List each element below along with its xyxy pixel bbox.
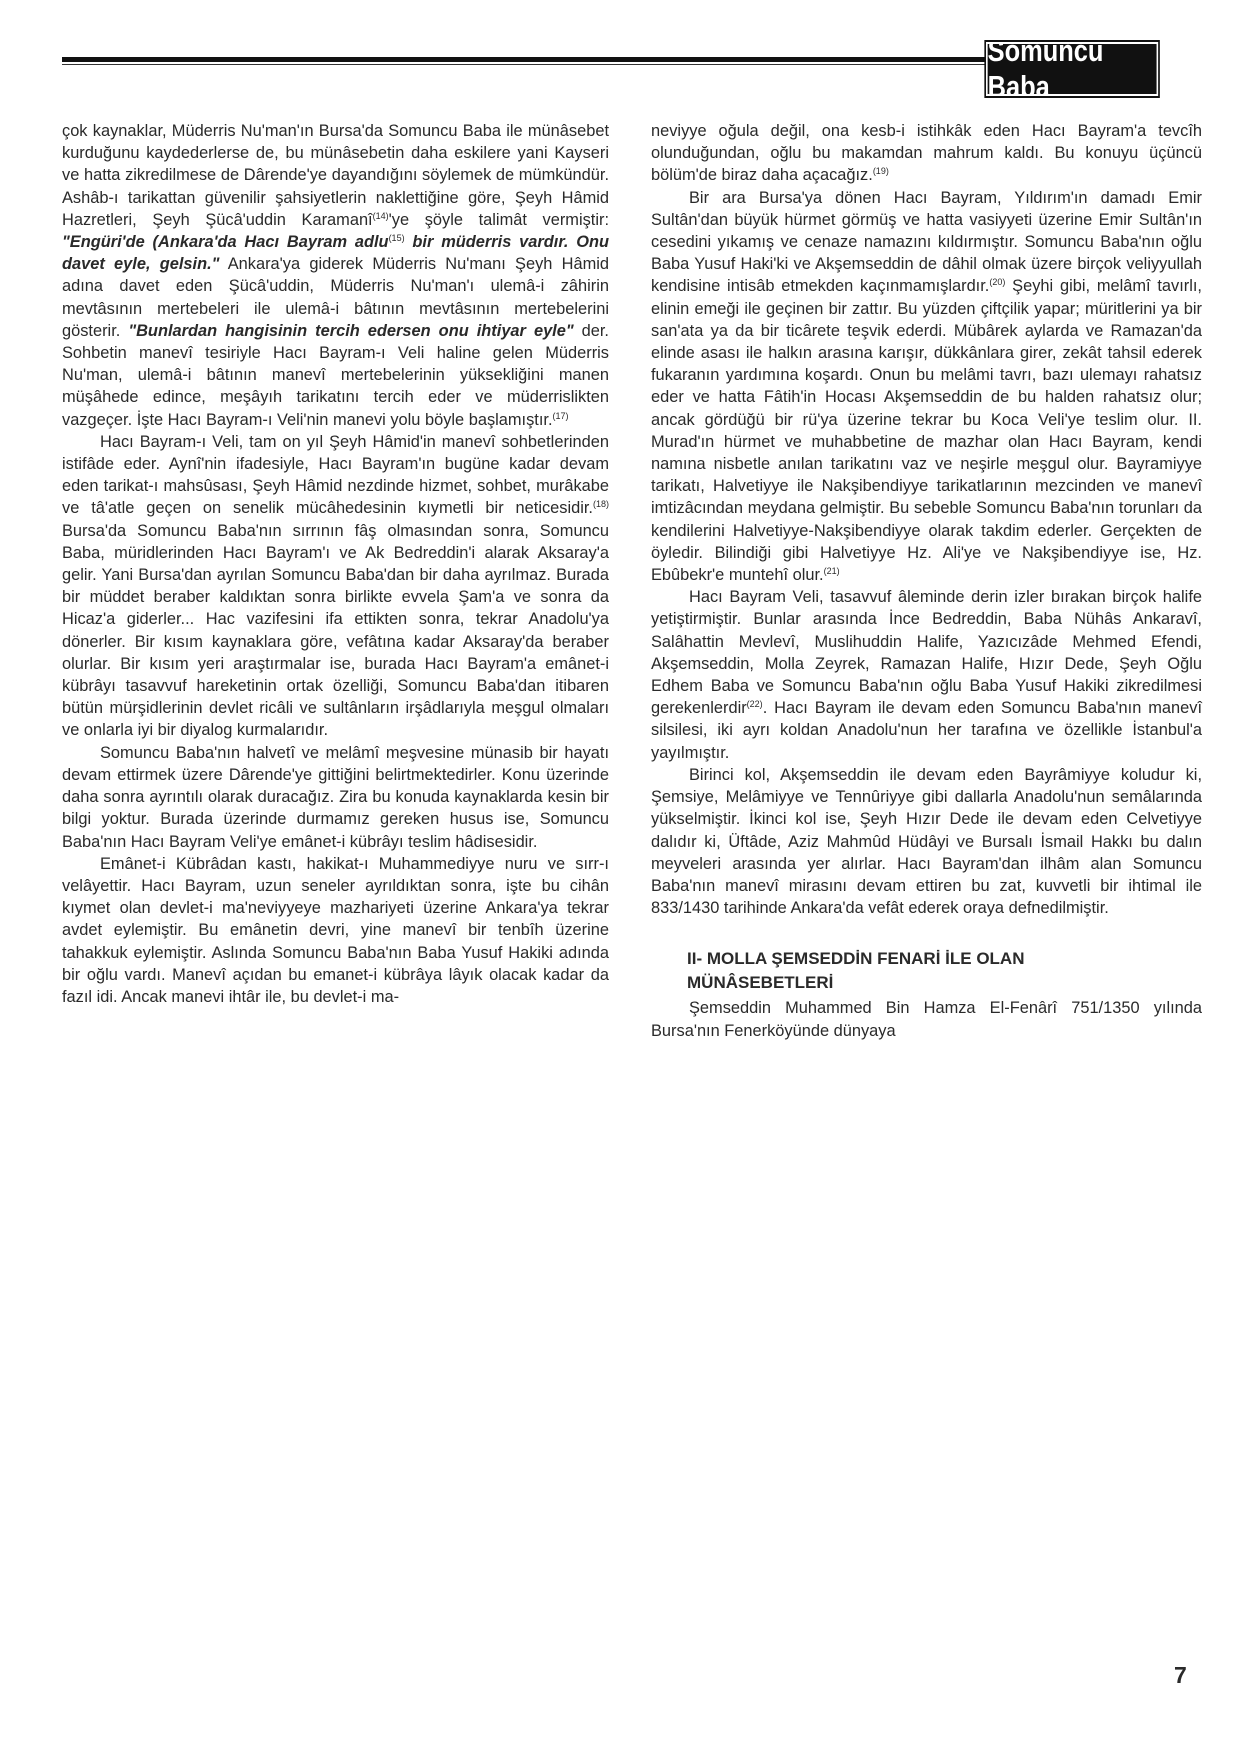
footnote-ref: (19) xyxy=(872,166,889,177)
section-heading-line-1: II- MOLLA ŞEMSEDDİN FENARİ İLE OLAN xyxy=(687,949,1025,969)
right-paragraph-4: Birinci kol, Akşemseddin ile devam eden Bayrâmiyye koludur ki, Şemsiye, Melâmiyye ve Tennûriyye gibi dallarla Anadolu'nun semâlarında yükselmiştir. İkinci kol ise, Şeyh Hızır Dede ile devam eden Celvetiyye dalıdır ki, Üftâde, Aziz Mahmûd Hüdâyi ve Bursalı İsmail Hakkı bu dalın meyveleri arasında yer alırlar. Hacı Bayram'dan ilhâm alan Somuncu Baba'nın manevî mirasını devam ettiren bu zat, kuvvetli bir ihtimal ile 833/1430 tarihinde Ankara'da vefât ederek oraya defnedilmiştir. xyxy=(651,765,1202,918)
footnote-ref: (21) xyxy=(823,566,840,577)
magazine-banner: Somuncu Baba xyxy=(986,42,1158,96)
left-paragraph-2: Hacı Bayram-ı Veli, tam on yıl Şeyh Hâmid'in manevî sohbetlerinden istifâde eder. Aynî'nin ifadesiyle, Hacı Bayram'ın bugüne kadar devam eden tarikat-ı mahsûsası, Şeyh Hâmid nezdinde hizmet, sohbet, murâkabe ve tâ'atle geçen on senelik mücâhedesinin kıymetli bir neticesidir.$^{(18)}$ Bursa'da Somuncu Baba'nın sırrının fâş olmasından sonra, Somuncu Baba, müridlerinden Hacı Bayram'ı ve Ak Bedreddin'i alarak Aksaray'a gelir. Yani Bursa'dan ayrılan Somuncu Baba'dan bir daha ayrılmaz. Burada bir müddet beraber kaldıktan sonra birlikte evvela Şam'a ve sonra da Hicaz'a giderler... Hac vazifesini ifa ettikten sonra, tekrar Anadolu'ya dönerler. Bir kısım kaynaklara göre, vefâtına kadar Aksaray'da beraber olurlar. Bir kısım yeri araştırmalar ise, burada Hacı Bayram'a emânet-i kübrâyı tasavvuf hareketinin ortak özelliği, Somuncu Baba'dan itibaren bütün mürşidlerinin devlet ricâli ve sultânların irşâdlarıyla meşgul olmaları ve onlarla iyi bir diyalog kurmalarıdır. xyxy=(62,432,609,740)
left-paragraph-1: çok kaynaklar, Müderris Nu'man'ın Bursa'da Somuncu Baba ile münâsebet kurduğunu kaydederlerse de, bu münâsebetin daha eskilere yani Kayseri ve hatta zikredilmese de Dârende'ye dayandığını söylemek de mümkündür. Ashâb-ı tarikattan güvenilir şahsiyetlerin naklettiğine göre, Şeyh Hâmid Hazretleri, Şeyh Şücâ'uddin Karamanî$^{(14)}$'ye şöyle talimât vermiştir: "Engüri'de (Ankara'da Hacı Bayram adlu$^{(15)}$ bir müderris vardır. Onu davet eyle, gelsin." Ankara'ya giderek Müderris Nu'manı Şeyh Hâmid adına davet eden Şücâ'uddin, Müderris Nu'man'ı ulemâ-i zâhirin mevtâsının mertebeleri ile ulemâ-i bâtının mevtâsının mertebelerini gösterir. "Bunlardan hangisinin tercih edersen onu ihtiyar eyle" der. Sohbetin manevî tesiriyle Hacı Bayram-ı Veli haline gelen Müderris Nu'man, ulemâ-i bâtının manevî mertebelerinin yüksekliğini manen müşâhede edince, meşâyıh tarikatını tercih eder ve müderrislikten vazgeçer. İşte Hacı Bayram-ı Veli'nin manevi yolu böyle başlamıştır.$^{(17)}$ xyxy=(62,122,609,429)
footnote-ref: (15) xyxy=(388,233,405,244)
page-number: 7 xyxy=(1174,1662,1187,1688)
left-paragraph-4: Emânet-i Kübrâdan kastı, hakikat-ı Muhammediyye nuru ve sırr-ı velâyettir. Hacı Bayram, uzun seneler ayrıldıktan sonra, işte bu cihân kıymet olan devlet-i ma'neviyyeye mazhariyeti üzerine Ankara'ya tekrar avdet eylemiştir. Bu emânetin devri, yine manevî bir tenbîh üzerine tahakkuk eylemiştir. Aslında Somuncu Baba'nın Baba Yusuf Hakiki adında bir oğlu vardı. Manevî açıdan bu emanet-i kübrâya lâyık olacak kadar da fazıl idi. Ancak manevi ihtâr ile, bu devlet-i ma- xyxy=(62,854,609,1006)
quote-1: "Engüri'de (Ankara'da Hacı Bayram adlu xyxy=(62,233,389,252)
left-column xyxy=(62,120,609,1008)
section-heading xyxy=(651,947,1202,995)
footnote-ref: (17) xyxy=(552,410,569,421)
right-paragraph-1: neviyye oğula değil, ona kesb-i istihkâk eden Hacı Bayram'a tevcîh olunduğundan, oğlu bu makamdan mahrum kaldı. Bu konuyu üçüncü bölüm'de biraz daha açacağız.$^{(19)}$ xyxy=(651,122,1202,185)
footnote-ref: (20) xyxy=(989,277,1006,288)
right-paragraph-5: Şemseddin Muhammed Bin Hamza El-Fenârî 751/1350 yılında Bursa'nın Fenerköyünde dünyaya xyxy=(651,999,1202,1040)
section-heading-line-2: MÜNÂSEBETLERİ xyxy=(687,973,834,993)
quote-1-end: bir müderris vardır. Onu davet eyle, gelsin." xyxy=(62,233,609,274)
right-paragraph-3: Hacı Bayram Veli, tasavvuf âleminde derin izler bırakan birçok halife yetiştirmiştir. Bunlar arasında İnce Bedreddin, Baba Nühâs Ankaravî, Salâhattin Mevlevî, Muslihuddin Halife, Yazıcızâde Mehmed Efendi, Akşemseddin, Molla Zeyrek, Ramazan Halife, Hızır Dede, Şeyh Oğlu Edhem Baba ve Somuncu Baba'nın oğlu Baba Yusuf Hakiki zikredilmesi gerekenlerdir$^{(22)}$. Hacı Bayram ile devam eden Somuncu Baba'nın manevî silsilesi, iki ayrı koldan Anadolu'nun her tarafına ve özellikle İstanbul'a yayılmıştır. xyxy=(651,588,1202,762)
quote-2: "Bunlardan hangisinin tercih edersen onu ihtiyar eyle" xyxy=(128,321,574,340)
left-paragraph-3: Somuncu Baba'nın halvetî ve melâmî meşvesine münasib bir hayatı devam ettirmek üzere Dârende'ye gittiğini belirtmektedirler. Konu üzerinde daha sonra ayrıntılı olarak duracağız. Zira bu konuda kaynaklarda kesin bir bilgi yoktur. Burada üzerinde durmamız gereken husus ise, Somuncu Baba'nın Hacı Bayram Veli'ye emânet-i kübrâyı teslim hâdisesidir. xyxy=(62,743,609,851)
header-rule-thin xyxy=(62,64,1062,65)
footnote-ref: (18) xyxy=(592,499,609,510)
footnote-ref: (22) xyxy=(746,699,763,710)
right-paragraph-2: Bir ara Bursa'ya dönen Hacı Bayram, Yıldırım'ın damadı Emir Sultân'dan büyük hürmet görmüş ve hatta vasiyyeti üzerine Emir Sultân'ın cesedini yıkamış ve cenaze namazını kıldırmıştır. Somuncu Baba'nın oğlu Baba Yusuf Haki'ki ve Akşemseddin de dâhil olmak üzere birçok veliyyullah kendisine intisâb etmekden kaçınmamışlardır.$^{(20)}$ Şeyhi gibi, melâmî tavırlı, elinin emeği ile geçinen bir zattır. Bu yüzden çiftçilik yapar; müritlerini ya bir san'ata ya da bir ticârete teşvik ederdi. Mübârek aylarda ve Ramazan'da elinde asası ile halkın arasına karışır, dükkânlara girer, zekât tahsil ederek fukaranın yardımına koşardı. Onun bu melâmi tavrı, bazı ulemayı rahatsız eder ve hatta Fâtih'in Hocası Akşemseddin de bu halden rahatsız olur; ancak gördüğü bir rü'ya üzerine tekrar bu Koca Veli'ye teslim olur. II. Murad'ın hürmet ve muhabbetine de mazhar olan Hacı Bayram, kendi namına nisbetle anılan tarikatını vaz ve neşirle meşgul olur. Bayramiyye tarikatı, Halvetiyye ile Nakşibendiyye tarikatlarının mezcinden ve manevî imtizâcından meydana gelmiştir. Bu sebeble Somuncu Baba'nın torunları da kendilerini Halvetiyye-Nakşibendiyye olarak takdim ederler. Gerçekten de öyledir. Bilindiği gibi Halvetiyye Hz. Ali'ye ve Nakşibendiyye ise, Hz. Ebûbekr'e muntehî olur.$^{(21)}$ xyxy=(651,188,1202,585)
footnote-ref: (14) xyxy=(372,210,389,221)
header-rule xyxy=(62,57,1062,62)
right-column xyxy=(651,120,1202,1042)
